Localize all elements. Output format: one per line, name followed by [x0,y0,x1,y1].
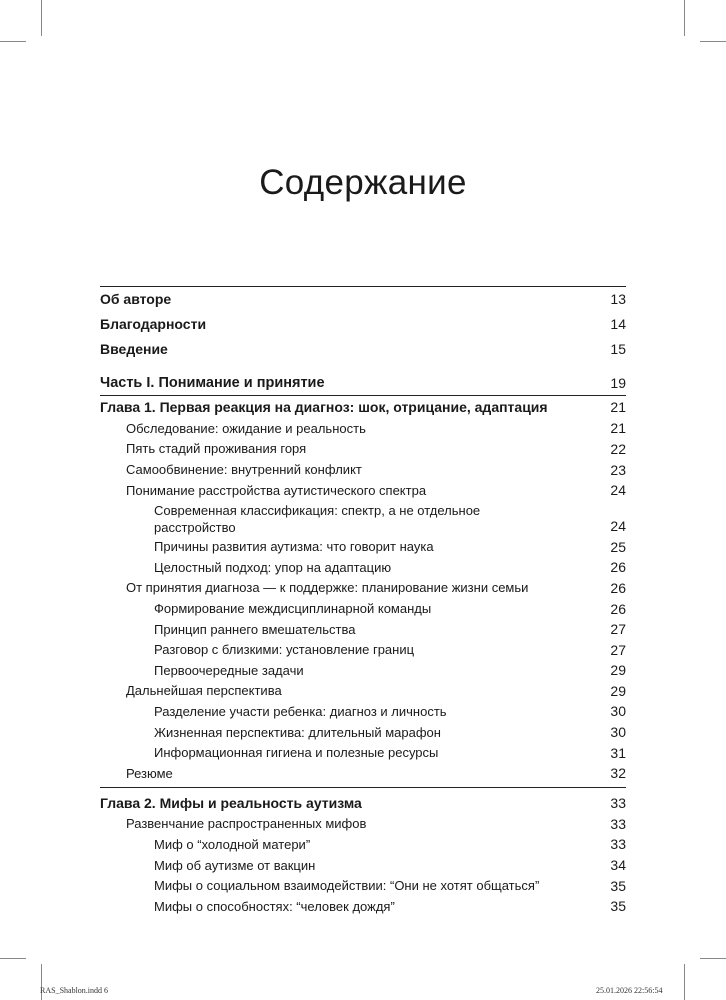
toc-entry-page: 15 [610,340,626,357]
toc-entry-label: Причины развития аутизма: что говорит наука [154,539,434,555]
page-title: Содержание [259,163,467,203]
toc-subsection[interactable] [100,896,626,917]
toc-entry-page: 21 [610,399,626,416]
toc-entry-page: 23 [610,461,626,478]
toc-entry-label: Мифы о социальном взаимодействии: “Они не хотят общаться” [154,878,540,894]
toc-entry-page: 33 [610,794,626,811]
toc-entry-label: Часть I. Понимание и принятие [100,374,325,391]
toc-entry-label: Мифы о способностях: “человек дождя” [154,898,395,914]
crop-mark-top-left [41,0,42,36]
toc-entry-page: 35 [610,898,626,915]
toc-entry-page: 35 [610,877,626,894]
table-of-contents [100,286,626,917]
toc-section[interactable] [100,814,626,835]
toc-entry-thanks[interactable] [100,312,626,337]
toc-subsection[interactable] [100,639,626,660]
toc-entry-label: От принятия диагноза — к поддержке: планирование жизни семьи [126,580,529,596]
toc-entry-label: Миф об аутизме от вакцин [154,857,316,873]
toc-subsection[interactable] [100,557,626,578]
crop-mark-left-top [0,41,26,42]
toc-section[interactable] [100,763,626,784]
toc-entry-label: Принцип раннего вмешательства [154,621,356,637]
toc-subsection[interactable] [100,855,626,876]
toc-section[interactable] [100,578,626,599]
toc-entry-page: 22 [610,440,626,457]
toc-subsection[interactable] [100,701,626,722]
toc-entry-page: 21 [610,420,626,437]
toc-entry-page: 29 [610,662,626,679]
toc-entry-page: 25 [610,538,626,555]
toc-entry-label: Дальнейшая перспектива [126,683,282,699]
toc-subsection[interactable] [100,598,626,619]
print-footer-timestamp: 25.01.2026 22:56:54 [596,986,663,995]
toc-chapter-2[interactable] [100,792,626,814]
toc-entry-label: Обследование: ожидание и реальность [126,420,366,436]
toc-entry-label: Резюме [126,765,173,781]
toc-entry-label: Об авторе [100,291,172,308]
toc-entry-label: Информационная гигиена и полезные ресурсы [154,745,439,761]
toc-section[interactable] [100,459,626,480]
toc-entry-page: 29 [610,682,626,699]
toc-entry-label: Введение [100,340,168,357]
toc-entry-label: Миф о “холодной матери” [154,836,311,852]
toc-entry-page: 26 [610,579,626,596]
toc-subsection[interactable] [100,834,626,855]
crop-mark-top-right [684,0,685,36]
crop-mark-right-bottom [700,958,726,959]
toc-entry-label: Современная классификация: спектр, а не отдельное расстройство [154,503,481,536]
toc-subsection[interactable] [100,722,626,743]
crop-mark-right-top [700,41,726,42]
toc-subsection[interactable] [100,742,626,763]
toc-entry-page: 26 [610,559,626,576]
toc-entry-page: 30 [610,724,626,741]
toc-chapter-1[interactable] [100,396,626,418]
toc-entry-page: 13 [610,291,626,308]
toc-entry-label: Формирование междисциплинарной команды [154,601,432,617]
toc-subsection[interactable] [100,619,626,640]
toc-chapter-rule [100,787,626,788]
print-footer-file: RAS_Shablon.indd 6 [40,986,109,995]
toc-entry-about[interactable] [100,287,626,312]
toc-section[interactable] [100,439,626,460]
toc-entry-label: Развенчание распространенных мифов [126,816,367,832]
toc-entry-page: 24 [610,518,626,535]
toc-entry-intro[interactable] [100,336,626,361]
toc-entry-label: Целостный подход: упор на адаптацию [154,559,392,575]
toc-section[interactable] [100,418,626,439]
toc-entry-label: Разделение участи ребенка: диагноз и личность [154,703,447,719]
toc-entry-label: Глава 1. Первая реакция на диагноз: шок, отрицание, адаптация [100,399,548,416]
toc-entry-label: Самообвинение: внутренний конфликт [126,462,362,478]
crop-mark-bottom-right [684,964,685,1000]
crop-mark-left-bottom [0,958,26,959]
toc-entry-page: 32 [610,765,626,782]
toc-entry-page: 26 [610,600,626,617]
toc-entry-label: Глава 2. Мифы и реальность аутизма [100,794,362,811]
toc-entry-label: Пять стадий проживания горя [126,441,307,457]
toc-entry-page: 27 [610,621,626,638]
toc-entry-page: 27 [610,641,626,658]
toc-entry-page: 14 [610,316,626,333]
toc-subsection[interactable] [100,536,626,557]
toc-part-1[interactable] [100,370,626,395]
toc-entry-page: 31 [610,744,626,761]
toc-entry-label: Первоочередные задачи [154,662,304,678]
toc-entry-label: Понимание расстройства аутистического спектра [126,482,427,498]
toc-subsection[interactable] [100,660,626,681]
toc-section[interactable] [100,480,626,501]
toc-entry-page: 19 [610,374,626,391]
toc-entry-label: Жизненная перспектива: длительный марафон [154,724,441,740]
toc-entry-label: Разговор с близкими: установление границ [154,642,415,658]
toc-entry-page: 30 [610,703,626,720]
toc-entry-page: 34 [610,857,626,874]
toc-subsection[interactable] [100,875,626,896]
toc-entry-page: 33 [610,815,626,832]
toc-entry-page: 33 [610,836,626,853]
toc-section[interactable] [100,681,626,702]
toc-subsection[interactable] [100,500,626,536]
toc-entry-page: 24 [610,482,626,499]
toc-entry-label: Благодарности [100,316,207,333]
